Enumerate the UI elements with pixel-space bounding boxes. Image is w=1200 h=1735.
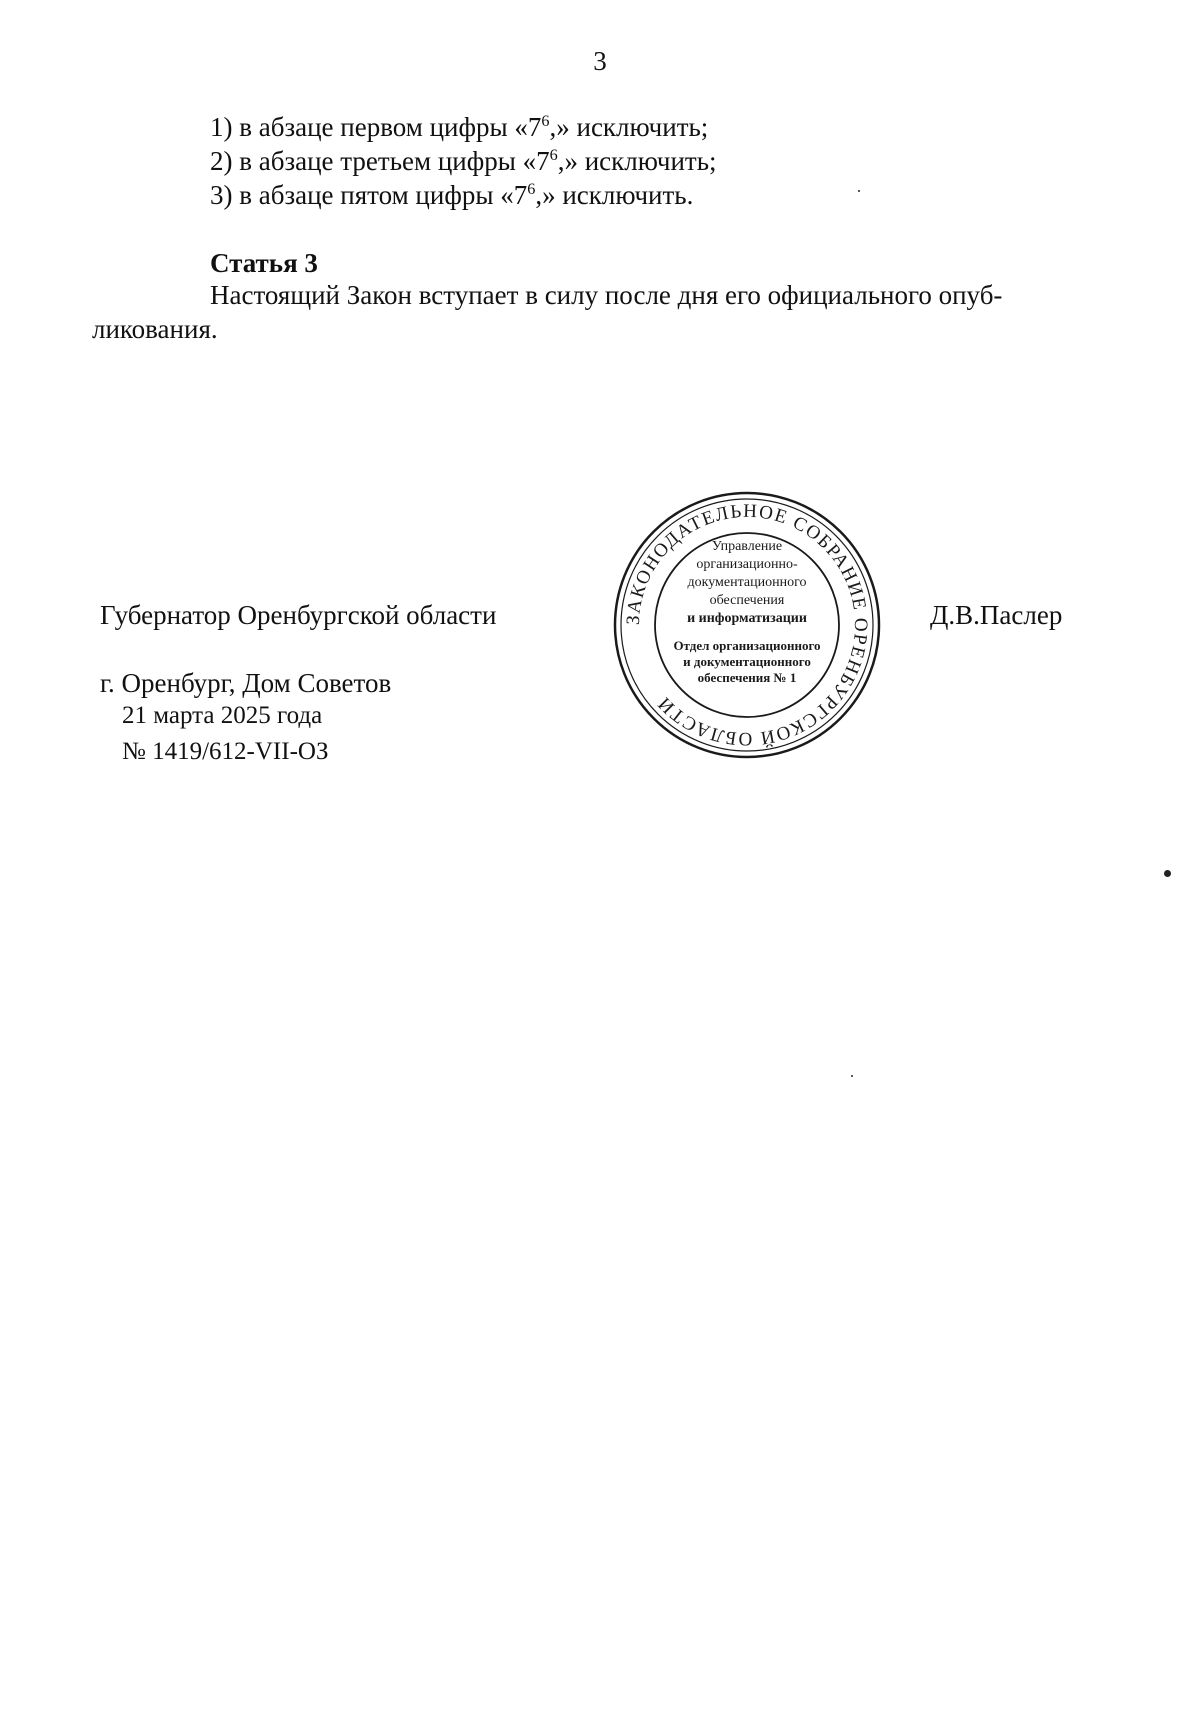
article-text-line-1: Настоящий Закон вступает в силу после дня его официального опуб- — [210, 280, 1003, 310]
amendment-item-2: 2) в абзаце третьем цифры «$7^6$,» исключить; — [210, 146, 717, 176]
official-seal — [612, 490, 882, 760]
seal-lower-line-3: обеспечения № 1 — [697, 670, 797, 685]
scan-speck — [1164, 870, 1171, 877]
seal-lower-line-2: и документационного — [683, 654, 811, 669]
signer-name: Д.В.Паслер — [930, 600, 1063, 630]
seal-center-line-4: обеспечения — [709, 593, 785, 608]
amendment-item-1: 1) в абзаце первом цифры «$7^6$,» исключить; — [210, 112, 709, 142]
article-heading: Статья 3 — [210, 248, 318, 278]
seal-center-line-5: и информатизации — [687, 611, 807, 626]
law-number: № 1419/612-VII-ОЗ — [122, 738, 329, 765]
seal-center-line-1: Управление — [711, 539, 783, 554]
scan-speck — [858, 190, 860, 192]
article-text-line-2: ликования. — [92, 314, 218, 344]
governor-title: Губернатор Оренбургской области — [100, 600, 497, 630]
seal-lower-line-1: Отдел организационного — [673, 638, 821, 653]
signing-date: 21 марта 2025 года — [122, 702, 323, 729]
amendment-item-3: 3) в абзаце пятом цифры «$7^6$,» исключить. — [210, 180, 694, 210]
seal-center-line-3: документационного — [687, 575, 807, 590]
signing-place: г. Оренбург, Дом Советов — [100, 668, 392, 698]
scan-speck — [851, 1075, 853, 1077]
seal-center-line-2: организационно- — [696, 557, 798, 572]
page-number: 3 — [593, 46, 607, 76]
seal-ring-text: ЗАКОНОДАТЕЛЬНОЕ СОБРАНИЕ ОРЕНБУРГСКОЙ ОБЛАСТИ — [622, 500, 872, 750]
